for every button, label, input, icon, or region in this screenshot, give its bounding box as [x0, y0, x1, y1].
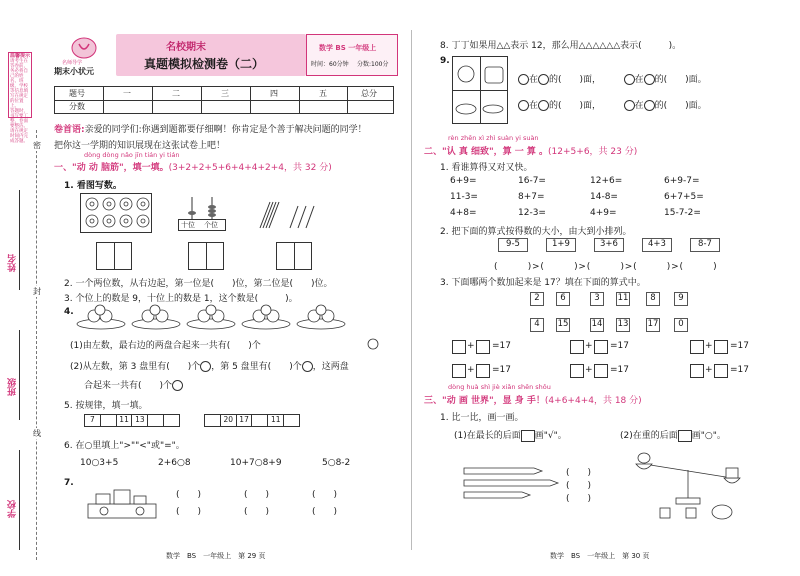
number-card: 11 — [616, 292, 630, 306]
score-label: 分数:100分 — [357, 61, 389, 68]
sequence-cell[interactable]: 11 — [117, 415, 133, 426]
ball-icon — [644, 74, 655, 85]
addend-box[interactable] — [452, 340, 466, 354]
sticks-icon — [256, 198, 316, 232]
q6-text: 6. 在○里填上">""<"或"="。 — [64, 441, 185, 451]
peach-icon — [172, 380, 183, 391]
addend-box[interactable] — [570, 364, 584, 378]
q4b-text-2: 合起来一共有( )个 — [84, 378, 183, 391]
addend-box[interactable] — [476, 364, 490, 378]
table-column: 一 — [123, 89, 131, 98]
peach-icon — [200, 361, 211, 372]
notice-title: 温馨提示 — [10, 53, 31, 59]
q5-text: 5. 按规律，填一填。 — [64, 401, 148, 411]
blocks-icon — [86, 482, 158, 522]
number-card: 14 — [590, 318, 604, 332]
pencil-blank[interactable]: ( ) — [566, 494, 592, 504]
q7-blank[interactable]: ( ) — [244, 490, 270, 500]
q3-text: 3. 个位上的数是 9，十位上的数是 1，这个数是( )。 — [64, 294, 298, 304]
expression-card: 8-7 — [690, 238, 720, 252]
abacus-label-box — [178, 219, 226, 231]
sum-result: =17 — [610, 341, 629, 351]
section2-points: (12+5+6，共 23 分) — [548, 147, 638, 157]
section1-points: (3+2+2+5+6+4+4+2+4，共 32 分) — [168, 163, 332, 173]
q8-text: 8. 丁丁如果用△△表示 12，那么用△△△△△△表示( )。 — [440, 41, 682, 51]
calc-item[interactable]: 4+9= — [590, 208, 617, 218]
abacus-ones-label: 个位 — [204, 221, 218, 229]
sequence-2 — [204, 414, 300, 427]
q7-blank[interactable]: ( ) — [176, 490, 202, 500]
addend-box[interactable] — [594, 340, 608, 354]
table-column: 二 — [172, 89, 180, 98]
seal-char: 线 — [33, 429, 41, 438]
section3-title: 三、"动 画 世界"，显 身 手！ — [424, 396, 545, 406]
calc-item[interactable]: 4+8= — [450, 208, 477, 218]
q4a-text: (1)由左数，最右边的两盘合起来一共有( )个 — [70, 341, 261, 351]
sum-result: =17 — [730, 341, 749, 351]
ball-icon — [518, 74, 529, 85]
number-card: 13 — [616, 318, 630, 332]
info-box — [306, 34, 398, 76]
page-title: 真题模拟检测卷（二） — [144, 57, 265, 71]
number-card: 2 — [530, 292, 544, 306]
addend-box[interactable] — [570, 340, 584, 354]
calc-item[interactable]: 6+7+5= — [664, 192, 704, 202]
seal-line — [36, 130, 37, 560]
calc-item[interactable]: 12+6= — [590, 176, 623, 186]
q7-blank[interactable]: ( ) — [176, 507, 202, 517]
calc-item[interactable]: 6+9= — [450, 176, 477, 186]
answer-box[interactable] — [521, 430, 535, 442]
calc-item[interactable]: 11-3= — [450, 192, 478, 202]
section1-pinyin: dòng dòng nǎo jīn tián yi tián — [84, 151, 180, 159]
table-row-label: 分数 — [69, 102, 85, 111]
table-column: 五 — [319, 89, 327, 98]
footer-right: 数学 BS 一年级上 第 30 页 — [550, 552, 650, 560]
addend-box[interactable] — [476, 340, 490, 354]
cup-icon — [624, 74, 635, 85]
name-underline — [19, 190, 20, 290]
sequence-cell[interactable] — [164, 415, 179, 426]
cup-icon — [624, 100, 635, 111]
expression-card: 3+6 — [594, 238, 624, 252]
abacus — [178, 193, 226, 233]
calc-item[interactable]: 8+7= — [518, 192, 545, 202]
sticks-bundle — [256, 198, 316, 232]
section1-heading — [54, 160, 332, 173]
pencil-blank[interactable]: ( ) — [566, 481, 592, 491]
addend-box[interactable] — [690, 340, 704, 354]
s3q1b-text: (2)在重的后面 画"○"。 — [620, 431, 726, 441]
calc-item[interactable]: 6+9-7= — [664, 176, 700, 186]
number-card: 0 — [674, 318, 688, 332]
calc-item[interactable]: 16-7= — [518, 176, 546, 186]
school-label: 学校 — [8, 500, 18, 518]
cup-icon — [538, 100, 549, 111]
sequence-cell[interactable] — [252, 415, 268, 426]
apple-icon — [644, 100, 655, 111]
number-card: 15 — [556, 318, 570, 332]
q6-item[interactable]: 5○8-2 — [322, 458, 351, 468]
flower-grid — [80, 193, 152, 233]
pencil-icon — [462, 462, 562, 502]
sequence-cell[interactable] — [148, 415, 164, 426]
q9-line1: 在 的( )面， 在 的( )面。 — [518, 72, 707, 85]
pencil-blank[interactable]: ( ) — [566, 468, 592, 478]
intro-line1: 卷首语:亲爱的同学们:你遇到题都要仔细啊！你肯定是个善于解决问题的同学！ — [54, 125, 367, 135]
apple-icon — [538, 74, 549, 85]
q6-item[interactable]: 10+7○8+9 — [230, 458, 282, 468]
class-label: 班级 — [8, 378, 18, 396]
subject-line: 数学 BS 一年级上 — [319, 44, 377, 52]
intro-lead: 卷首语: — [54, 125, 85, 135]
flower-icon — [81, 194, 151, 232]
expression-card: 4+3 — [642, 238, 672, 252]
sequence-cell[interactable]: 11 — [268, 415, 284, 426]
section2-pinyin: rèn zhēn xì zhì suàn yi suàn — [448, 134, 539, 142]
q9-label: 9. — [440, 56, 450, 66]
expression-card: 9-5 — [498, 238, 528, 252]
s2q1-text: 1. 看谁算得又对又快。 — [440, 163, 533, 173]
seal-char: 封 — [33, 287, 41, 296]
sequence-cell[interactable]: 13 — [132, 415, 148, 426]
header — [54, 34, 399, 76]
shelf-items-icon — [453, 57, 509, 125]
class-underline — [19, 330, 20, 420]
s2q2-text: 2. 把下面的算式按得数的大小，由大到小排列。 — [440, 227, 632, 237]
footer-left: 数学 BS 一年级上 第 29 页 — [166, 552, 266, 560]
notice-line: 答题时，书写要工整，卷面要整洁。 — [10, 109, 28, 129]
s3q1a-text: (1)在最长的后面 画"√"。 — [454, 431, 567, 441]
series-name: 期末小状元 — [54, 67, 94, 76]
logo-small-text: 名师导学 — [62, 60, 83, 66]
sidebar — [0, 0, 45, 576]
sequence-cell[interactable]: 20 — [221, 415, 237, 426]
q9-line2: 在 的( )面， 在 的( )面。 — [518, 98, 707, 111]
sequence-cell[interactable] — [205, 415, 221, 426]
number-card: 9 — [674, 292, 688, 306]
peach-plate-icon — [76, 302, 346, 330]
notice-box — [8, 52, 32, 144]
peach-icon — [302, 361, 313, 372]
q4b-text: (2)从左数，第 3 盘里有( )个 ，第 5 盘里有( )个 ，这两盘 — [70, 362, 349, 372]
addend-box[interactable] — [452, 364, 466, 378]
q4-label: 4. — [64, 307, 74, 317]
abacus-tens-label: 十位 — [181, 221, 195, 229]
addend-box[interactable] — [714, 340, 728, 354]
q1-label: 1. 看图写数。 — [64, 181, 122, 191]
table-column: 三 — [221, 89, 229, 98]
sum-result: =17 — [730, 365, 749, 375]
addend-box[interactable] — [714, 364, 728, 378]
addend-box[interactable] — [690, 364, 704, 378]
calc-item[interactable]: 15-7-2= — [664, 208, 701, 218]
seal-char: 密 — [33, 141, 41, 150]
sequence-cell[interactable]: 7 — [85, 415, 101, 426]
section3-pinyin: dòng huà shì jiè xiǎn shēn shǒu — [448, 383, 551, 391]
section3-points: (4+6+4+4，共 18 分) — [544, 396, 642, 406]
school-underline — [19, 450, 20, 550]
balance-scale — [630, 444, 746, 524]
number-card: 3 — [590, 292, 604, 306]
addend-box[interactable] — [594, 364, 608, 378]
q7-blank[interactable]: ( ) — [244, 507, 270, 517]
notice-line: 请在规定时间内完成答题。 — [10, 129, 28, 144]
table-column: 总分 — [361, 89, 377, 98]
peach-plates — [76, 302, 346, 330]
sequence-cell[interactable] — [101, 415, 117, 426]
badge: 名校期末 — [166, 42, 206, 53]
score-table — [54, 86, 394, 114]
table-column: 四 — [270, 89, 278, 98]
number-card: 4 — [530, 318, 544, 332]
section3-heading — [424, 393, 642, 406]
intro-line2: 把你这一学期的知识展现在这张试卷上吧！ — [54, 141, 226, 151]
s3q1-text: 1. 比一比，画一画。 — [440, 413, 524, 423]
section2-title: 二、"认 真 细致"，算 一 算 。 — [424, 147, 549, 157]
s2q3-text: 3. 下面哪两个数加起来是 17？填在下面的算式中。 — [440, 278, 646, 288]
expression-card: 1+9 — [546, 238, 576, 252]
calc-item[interactable]: 12-3= — [518, 208, 546, 218]
calc-item[interactable]: 14-8= — [590, 192, 618, 202]
sum-result: =17 — [492, 365, 511, 375]
sequence-cell[interactable] — [284, 415, 299, 426]
sum-result: =17 — [492, 341, 511, 351]
trophy-logo-icon — [69, 36, 99, 60]
sum-result: =17 — [610, 365, 629, 375]
q6-item[interactable]: 10○3+5 — [80, 458, 119, 468]
pencils-picture — [462, 462, 562, 502]
section1-title: 一、"动 动 脑筋"，填一填。 — [54, 163, 169, 173]
q6-item[interactable]: 2+6○8 — [158, 458, 191, 468]
logo — [54, 34, 114, 76]
table-header-label: 题号 — [69, 89, 85, 98]
page-divider — [411, 30, 412, 550]
q7-label: 7. — [64, 478, 74, 488]
q2-text: 2. 一个两位数，从右边起，第一位是( )位，第二位是( )位。 — [64, 279, 333, 289]
time-label: 时间：60分钟 — [311, 61, 349, 68]
number-card: 6 — [556, 292, 570, 306]
shelf-picture — [452, 56, 508, 124]
number-card: 8 — [646, 292, 660, 306]
bowl-icon — [518, 100, 529, 111]
notice-line: 请考生在答卷前，务必将自己的姓名、班级、学校等信息填写在规定的位置上。 — [10, 59, 28, 109]
peach-icon — [366, 337, 380, 349]
section2-heading — [424, 144, 637, 157]
compare-blanks[interactable]: ( )>( )>( )>( )>( ) — [494, 262, 718, 272]
number-card: 17 — [646, 318, 660, 332]
sequence-1 — [84, 414, 180, 427]
balance-scale-icon — [630, 444, 746, 524]
q7-blank[interactable]: ( ) — [312, 490, 338, 500]
answer-box[interactable] — [678, 430, 692, 442]
name-label: 姓名 — [8, 254, 18, 272]
blocks-picture — [86, 482, 158, 522]
sequence-cell[interactable]: 17 — [237, 415, 253, 426]
q7-blank[interactable]: ( ) — [312, 507, 338, 517]
